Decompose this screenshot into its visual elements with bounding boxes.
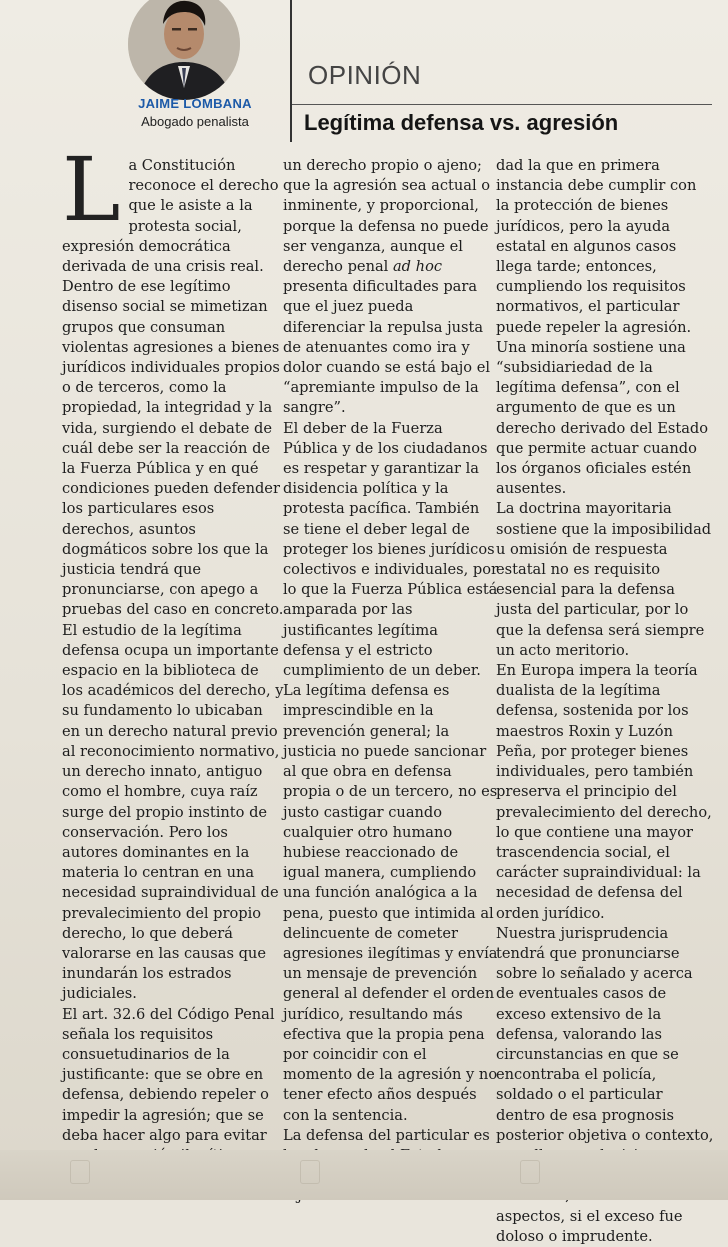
paragraph: Nuestra jurisprudencia tendrá que pronunciarse sobre lo señalado y acerca de eventuales casos de exceso extensivo de la defensa, valorando las circunstancias en que se encontraba el policía, soldado o el particular dentro de esa prognosis posterior objetiva o contexto, aspectos, si el exceso fue doloso o imprudente.	[496, 924, 714, 1245]
paragraph: dad la que en primera instancia debe cumplir con la protección de bienes jurídicos, pero la ayuda estatal en algunos casos llega tarde; entonces, cumpliendo los requisitos normativos, el particular puede repeler la agresión. Una minoría sostiene una “subsidiariedad de la legítima defensa”, con el argumento de que es un derecho derivado del Estado que permite actuar cuando los órganos oficiales estén ausentes.	[496, 157, 709, 498]
paragraph: La defensa del particular es	[283, 1126, 490, 1144]
paragraph-intro	[62, 138, 284, 621]
author-portrait-icon	[128, 0, 240, 100]
paragraph-intro-text: a Constitución reconoce el derecho que le asiste a la protesta social, expresión democrática derivada de una crisis real. Dentro de ese legítimo disenso social se mimetizan grupos que consuman violentas agresiones a bienes jurídicos individuales propios o de terceros, como la propiedad, la integridad y la vida, surgiendo el debate de cuál debe ser la reacción de la Fuerza Pública y en qué condiciones pueden defender los particulares esos derechos, asuntos dogmáticos sobre los que la justicia tendrá que pronunciarse, con apego a pruebas del caso en concreto.	[62, 157, 284, 619]
header-divider-horizontal	[292, 104, 712, 105]
paragraph: La doctrina mayoritaria sostiene que la imposibilidad u omisión de respuesta estatal no es requisito esencial para la defensa justa del particular, por lo que la defensa será siempre un acto meritorio.	[496, 500, 712, 659]
paragraph: En Europa impera la teoría dualista de la legítima defensa, sostenida por los maestros Roxin y Luzón Peña, por proteger bienes individuales, pero también preserva el principio del prevalecimiento del derecho, lo que contiene una mayor trascendencia social, el carácter supraindividual: la necesidad de defensa del orden jurídico.	[496, 662, 712, 922]
page-bottom-margin	[0, 1150, 728, 1200]
italic-term: ad hoc	[392, 258, 443, 276]
article-column-2	[283, 156, 499, 1207]
paragraph-text: presenta dificultades para que el juez pueda diferenciar la repulsa justa de atenuantes como ira y dolor cuando se está bajo el “apremiante impulso de la sangre”.	[283, 278, 491, 417]
author-role: Abogado penalista	[141, 114, 249, 129]
binding-mark	[300, 1160, 320, 1184]
paragraph: El art. 32.6 del Código Penal señala los requisitos consuetudinarios de la justificante: que se obre en defensa, debiendo repeler o impedir la agresión; que se deba hacer algo para evitar	[62, 1005, 275, 1144]
section-label: OPINIÓN	[308, 60, 422, 90]
binding-mark	[520, 1160, 540, 1184]
drop-cap: L	[62, 138, 121, 241]
author-name: JAIME LOMBANA	[138, 96, 252, 111]
headline: Legítima defensa vs. agresión	[304, 110, 619, 135]
binding-mark	[70, 1160, 90, 1184]
paragraph-text: un derecho propio o ajeno; que la agresión sea actual o inminente, y proporcional, porque la defensa no puede ser venganza, aunque el derecho penal	[283, 157, 491, 276]
header-divider-vertical	[290, 0, 292, 142]
author-photo	[128, 0, 240, 100]
article-column-1	[62, 138, 284, 1186]
paragraph: El estudio de la legítima defensa ocupa un importante espacio en la biblioteca de los académicos del derecho, y su fundamento lo ubicaban en un derecho natural previo al reconocimiento normativo, un derecho innato, antiguo como el hombre, cuya raíz surge del propio instinto de conservación. Pero los autores dominantes en la materia lo centran en una necesidad supraindividual de prevalecimiento del propio derecho, lo que deberá valorarse en las causas que inundarán los estrados judiciales.	[62, 621, 284, 1003]
paragraph: El deber de la Fuerza Pública y de los ciudadanos es respetar y garantizar la disidencia política y la protesta pacífica. También se tiene el deber legal de proteger los bienes jurídicos colectivos e individuales, por lo que la Fuerza Pública está amparada por las justificantes legítima defensa y el estricto cumplimiento de un deber. La legítima defensa es imprescindible en la prevención general; la justicia no puede sancionar al que obra en defensa propia o de un tercero, no es justo castigar cuando cualquier otro humano hubiese reaccionado de igual manera, cumpliendo una función analógica a la pena, puesto que intimida al delincuente de cometer agresiones ilegítimas y envía un mensaje de prevención general al defender el orden jurídico, resultando más efectiva que la propia pena por coincidir con el momento de la agresión y no tener efecto años después con la sentencia.	[283, 419, 499, 1124]
column-header	[0, 0, 728, 150]
article-column-3	[496, 156, 714, 1247]
paragraph	[283, 156, 499, 419]
